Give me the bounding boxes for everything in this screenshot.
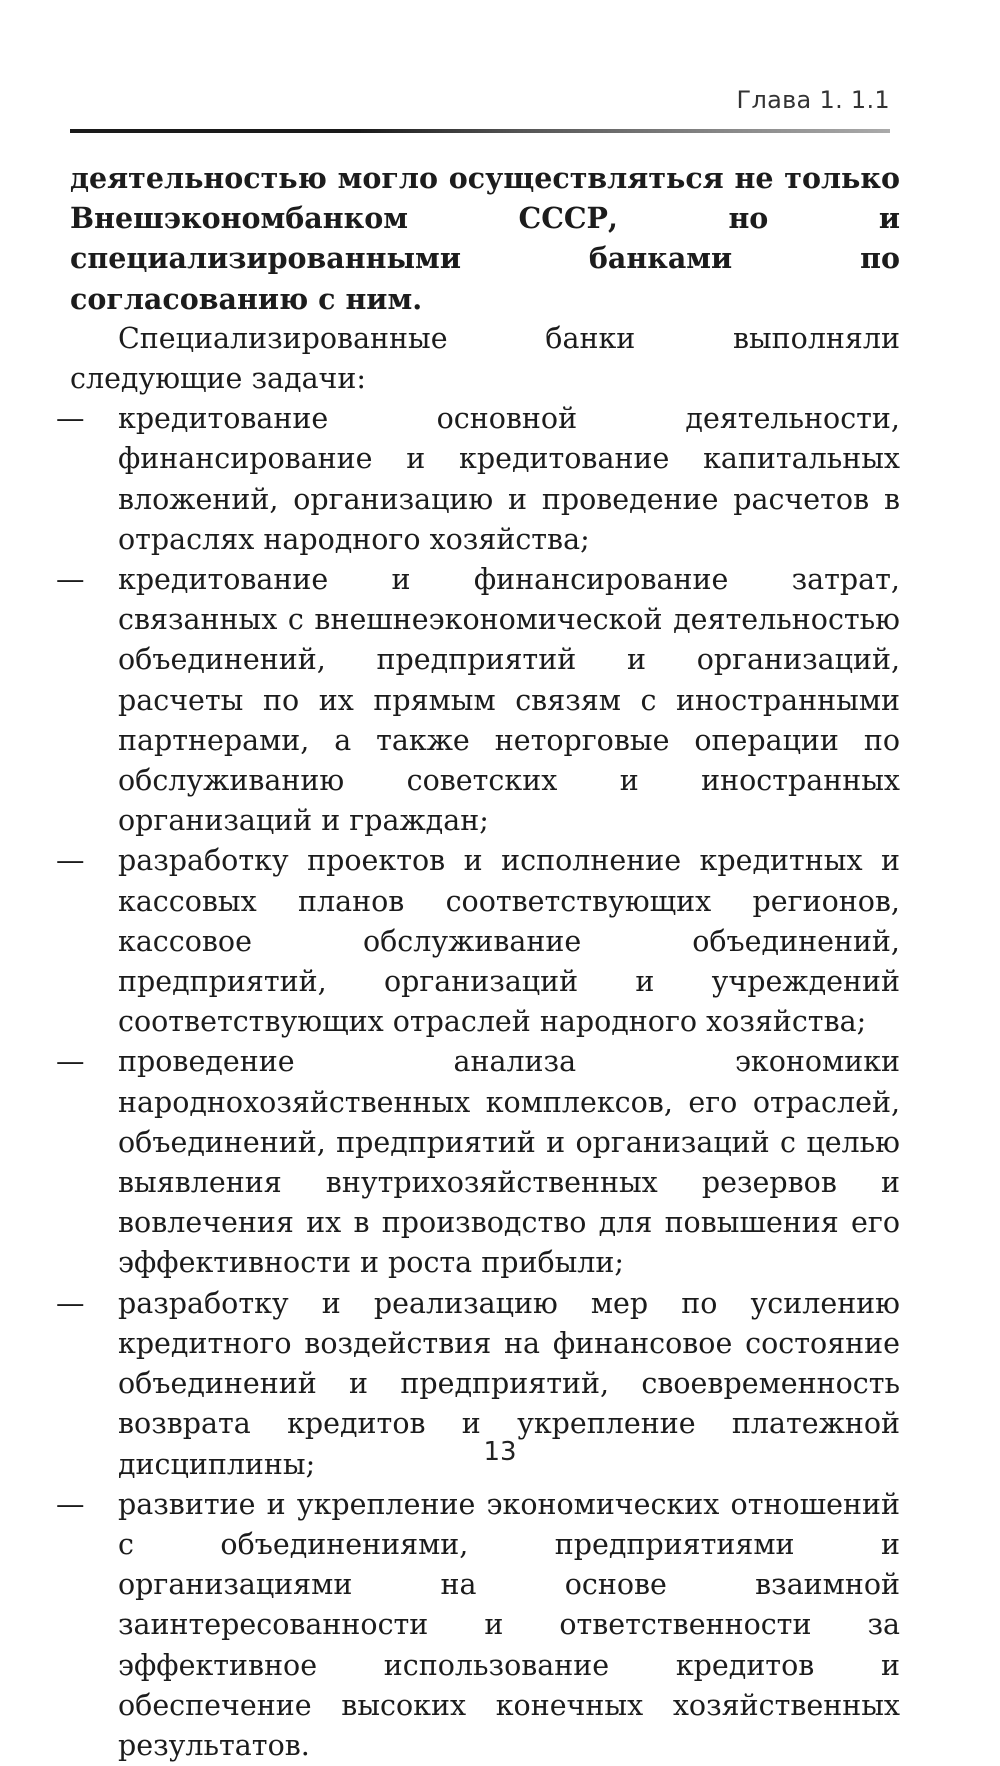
list-intro: Специализированные банки выполняли следующие задачи: [70, 321, 900, 396]
lead-paragraph: деятельностью могло осуществляться не только Внешэкономбанком СССР, но и специализированными банками по согласованию с ним. [70, 161, 900, 316]
dash-marker: — [56, 563, 85, 597]
list-item [56, 560, 900, 841]
list-item-text: проведение анализа экономики народнохозяйственных комплексов, его отраслей, объединений, предприятий и организаций с целью выявления внутрихозяйственных резервов и вовлечения их в производство для повышения его эффективности и роста прибыли; [118, 1045, 900, 1280]
list-item [56, 1485, 900, 1766]
dash-marker: — [56, 1487, 85, 1521]
running-header: Глава 1. 1.1 [736, 86, 890, 114]
list-item-text: разработку проектов и исполнение кредитных и кассовых планов соответствующих регионов, кассовое обслуживание объединений, предприятий, организаций и учреждений соответствующих отраслей народного хозяйства; [118, 844, 900, 1039]
list-item [56, 841, 900, 1042]
page-number: 13 [483, 1437, 517, 1467]
list-item-text: кредитование основной деятельности, финансирование и кредитование капитальных вложений, организацию и проведение расчетов в отраслях народного хозяйства; [118, 402, 900, 556]
list-item [56, 1042, 900, 1283]
list-item-text: развитие и укрепление экономических отношений с объединениями, предприятиями и организациями на основе взаимной заинтересованности и ответственности за эффективное использование кредитов и обеспечение высоких конечных хозяйственных результатов. [118, 1487, 900, 1762]
header-rule [70, 129, 890, 133]
list-item-text: разработку и реализацию мер по усилению кредитного воздействия на финансовое состояние объединений и предприятий, своевременность возврата кредитов и укрепление платежной дисциплины; [118, 1286, 900, 1481]
dash-marker: — [56, 1045, 85, 1079]
dash-marker: — [56, 402, 85, 436]
page-body [56, 158, 900, 1766]
dash-marker: — [56, 844, 85, 878]
list-item [56, 399, 900, 560]
dash-marker: — [56, 1286, 85, 1320]
list-item-text: кредитование и финансирование затрат, связанных с внешнеэкономической деятельностью объединений, предприятий и организаций, расчеты по их прямым связям с иностранными партнерами, а также неторговые операции по обслуживанию советских и иностранных организаций и граждан; [118, 563, 900, 838]
